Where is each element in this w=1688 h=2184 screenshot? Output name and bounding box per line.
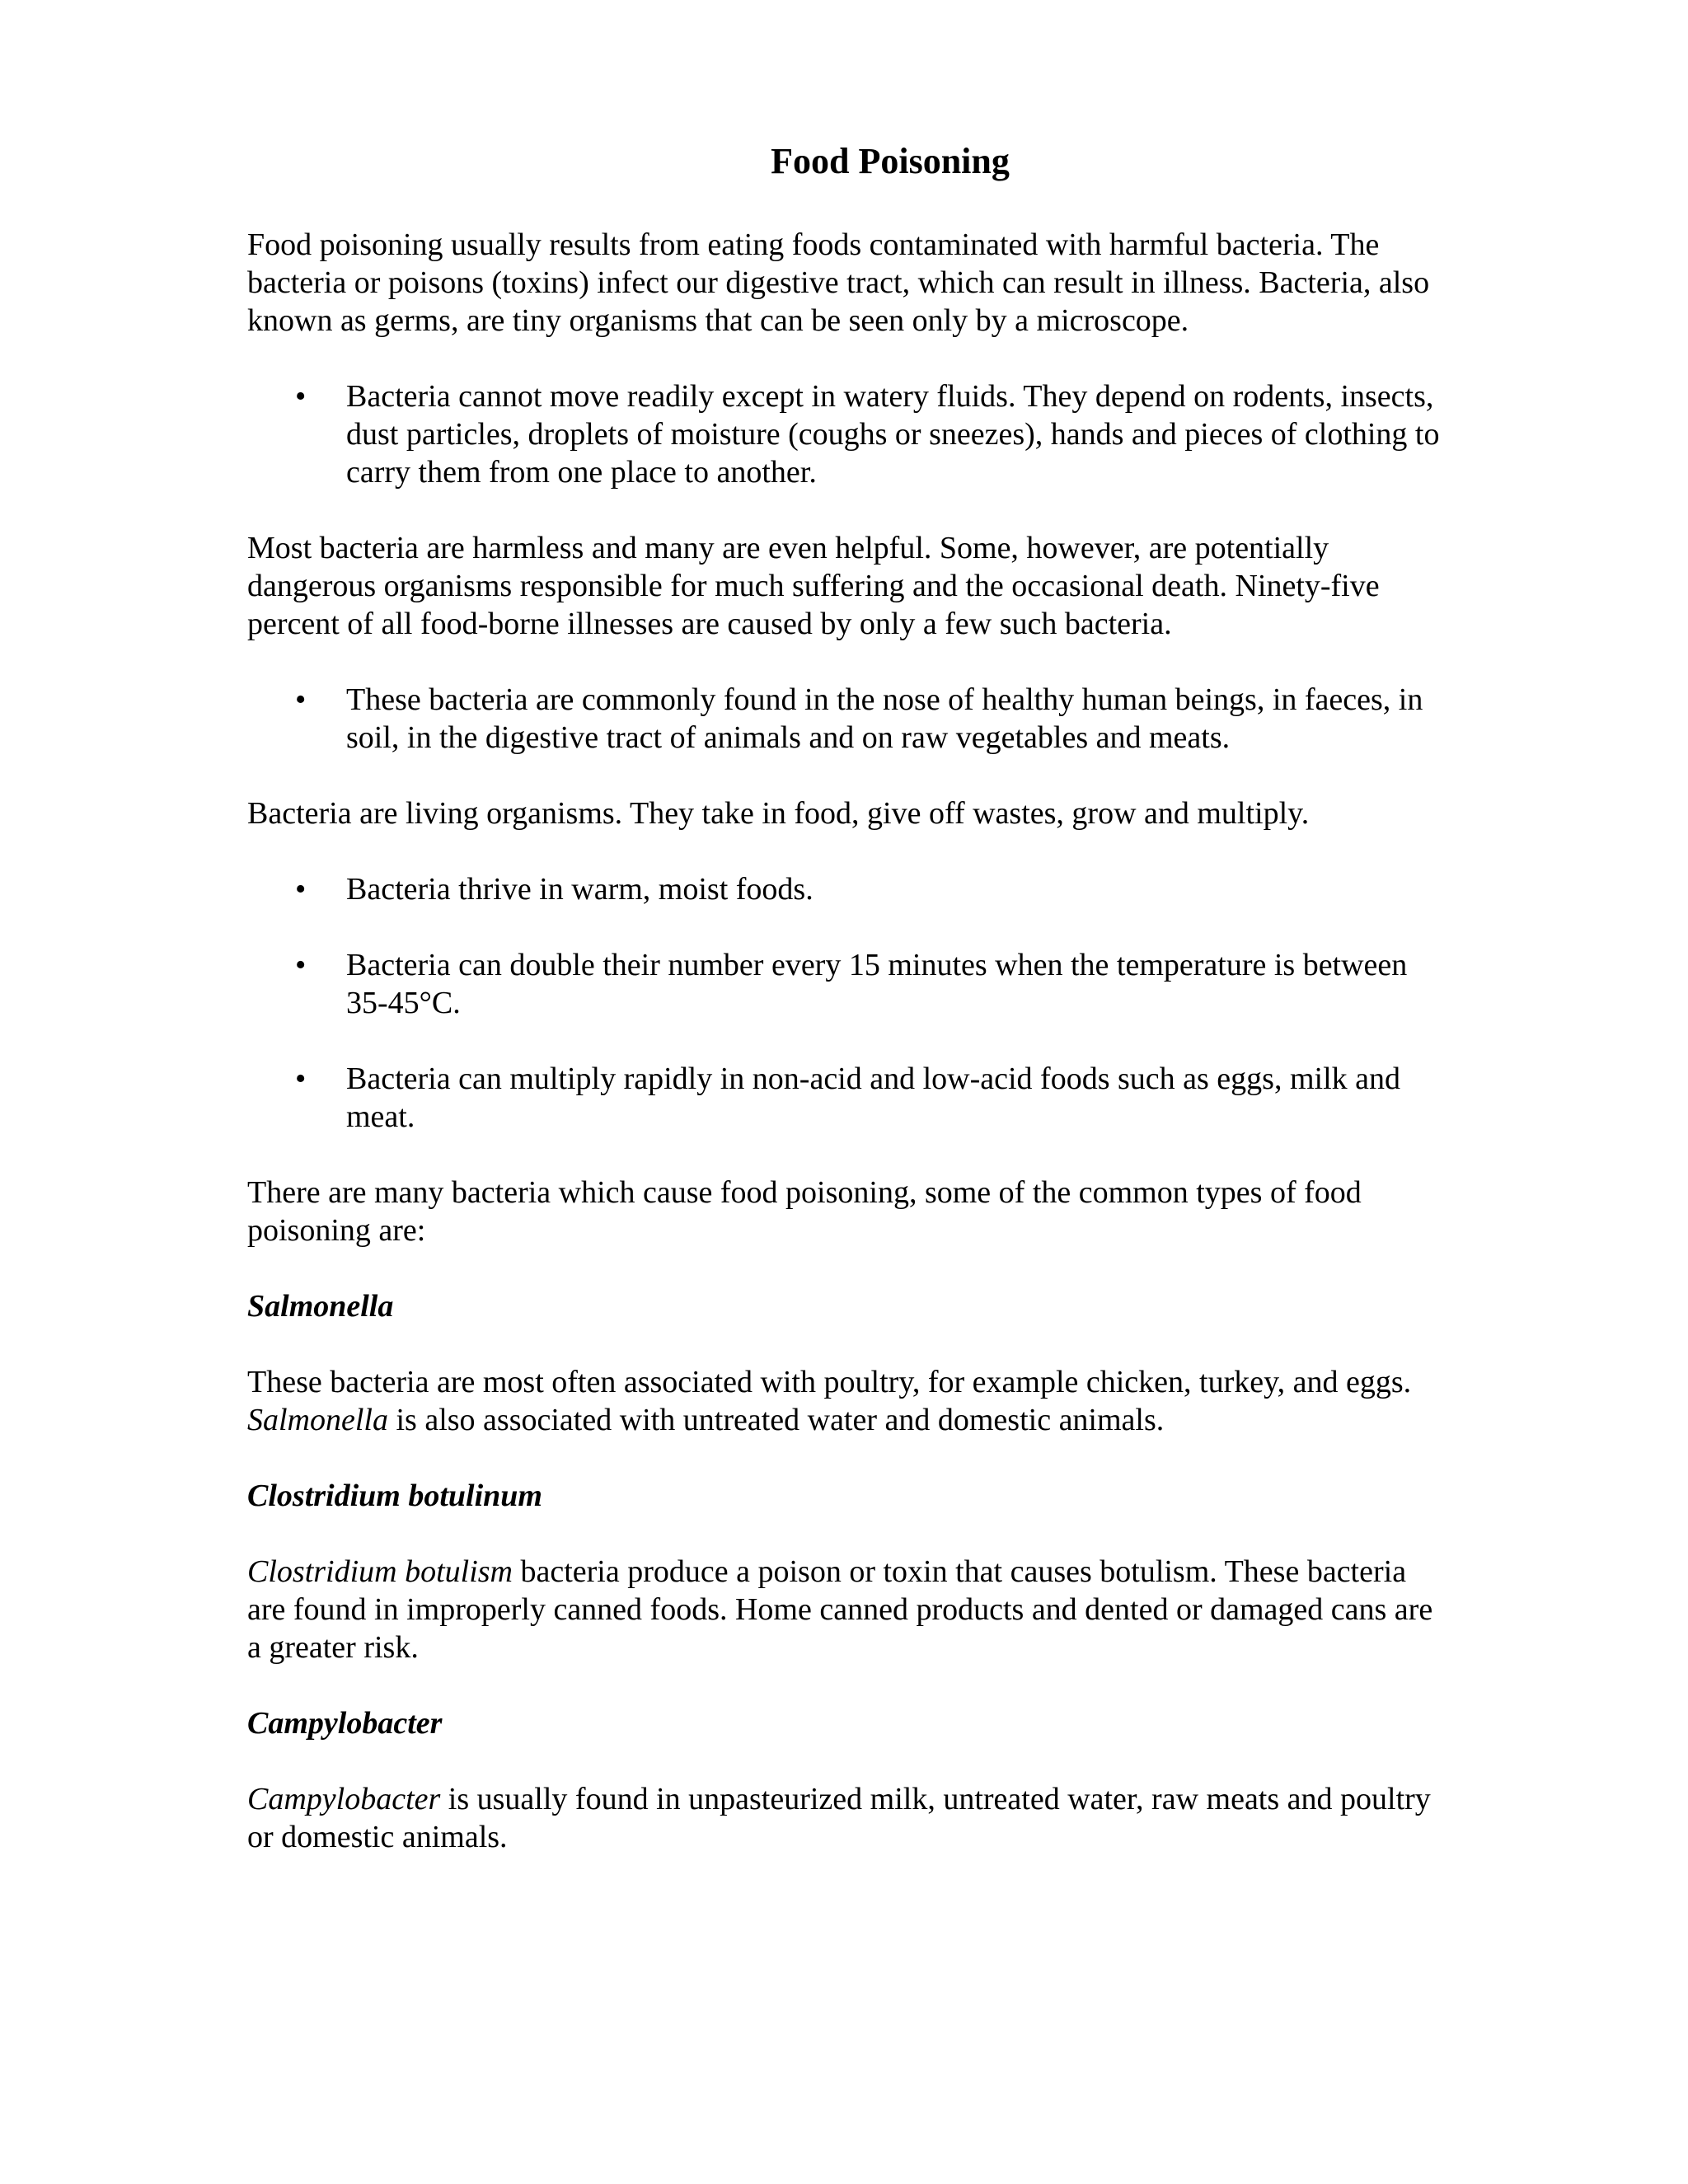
section-text-italic: Campylobacter — [247, 1782, 441, 1816]
bullet-list-1 — [247, 377, 1451, 491]
list-item-text: Bacteria can double their number every 15 minutes when the temperature is between 35-45°C. — [346, 948, 1408, 1020]
list-item — [247, 1060, 1451, 1136]
section-text-end: is usually found in unpasteurized milk, untreated water, raw meats and poultry or domestic animals. — [247, 1782, 1431, 1854]
list-item-text: Bacteria thrive in warm, moist foods. — [346, 872, 814, 907]
bullet-icon: • — [295, 379, 307, 414]
section-text-end: is also associated with untreated water and domestic animals. — [387, 1403, 1165, 1437]
section-campylobacter — [247, 1704, 1451, 1856]
bullet-icon: • — [295, 682, 307, 717]
bullet-list-3 — [247, 870, 1451, 1136]
bullet-list-2 — [247, 681, 1451, 757]
harmless-bacteria-paragraph: Most bacteria are harmless and many are even helpful. Some, however, are potentially dangerous organisms responsible for much suffering and the occasional death. Ninety-five percent of all food-borne illnesses are caused by only a few such bacteria. — [247, 531, 1380, 641]
bullet-icon: • — [295, 1062, 307, 1096]
section-text-italic: Clostridium botulism — [247, 1554, 513, 1589]
list-item-text: These bacteria are commonly found in the nose of healthy human beings, in faeces, in soil, in the digestive tract of animals and on raw vegetables and meats. — [346, 682, 1423, 755]
intro-paragraph: Food poisoning usually results from eating foods contaminated with harmful bacteria. The bacteria or poisons (toxins) infect our digestive tract, which can result in illness. Bacteria, also known as germs, are tiny organisms that can be seen only by a microscope. — [247, 227, 1430, 338]
section-heading: Clostridium botulinum — [247, 1479, 542, 1513]
section-text-end: bacteria produce a poison or toxin that causes botulism. These bacteria are found in improperly canned foods. Home canned products and dented or damaged cans are a greater risk. — [247, 1554, 1433, 1665]
list-item-text: Bacteria cannot move readily except in watery fluids. They depend on rodents, insects, dust particles, droplets of moisture (coughs or sneezes), hands and pieces of clothing to carry them from one place to another. — [346, 379, 1440, 490]
section-text — [247, 1553, 1451, 1666]
section-heading: Campylobacter — [247, 1706, 443, 1741]
document-body — [247, 138, 1451, 1894]
living-organisms-paragraph: Bacteria are living organisms. They take in food, give off wastes, grow and multiply. — [247, 796, 1310, 831]
section-text — [247, 1780, 1451, 1856]
section-salmonella — [247, 1287, 1451, 1439]
section-clostridium-botulinum — [247, 1477, 1451, 1666]
section-text-italic: Salmonella — [247, 1403, 388, 1437]
section-heading: Salmonella — [247, 1289, 394, 1324]
bullet-icon: • — [295, 872, 307, 907]
list-item — [247, 946, 1451, 1022]
list-item — [247, 377, 1451, 491]
list-item-text: Bacteria can multiply rapidly in non-acid and low-acid foods such as eggs, milk and meat. — [346, 1062, 1400, 1134]
page-title: Food Poisoning — [771, 141, 1010, 181]
list-item — [247, 681, 1451, 757]
section-text-start: These bacteria are most often associated with poultry, for example chicken, turkey, and eggs. — [247, 1365, 1412, 1399]
list-item — [247, 870, 1451, 908]
section-text — [247, 1363, 1451, 1439]
bacteria-types-paragraph: There are many bacteria which cause food poisoning, some of the common types of food poisoning are: — [247, 1175, 1362, 1248]
bullet-icon: • — [295, 948, 307, 982]
